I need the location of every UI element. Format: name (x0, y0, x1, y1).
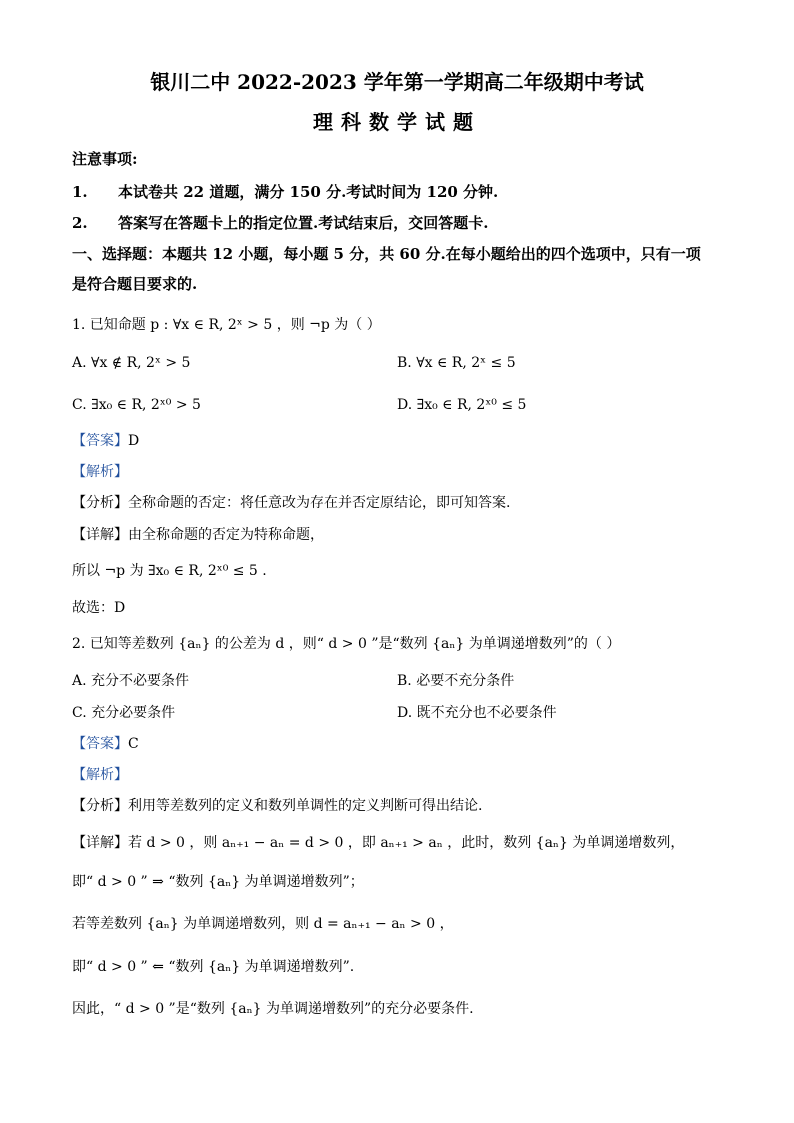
exam-subtitle: 理科数学试题 (313, 110, 481, 134)
question-1-option-c: C. ∃x₀ ∈ R, 2ˣ⁰ > 5 (72, 397, 201, 413)
notice-item-2 (72, 214, 489, 232)
answer-tag: 【答案】 (72, 736, 128, 752)
question-1-conclusion: 所以 ¬p 为 ∃x₀ ∈ R, 2ˣ⁰ ≤ 5 . (72, 563, 267, 579)
detail-tag: 【详解】 (72, 835, 128, 851)
question-1-stem: 1. 已知命题 p : ∀x ∈ R, 2ˣ > 5 ，则 ¬p 为（ ） (72, 317, 381, 333)
question-1-choice: 故选：D (72, 600, 126, 616)
analysis-tag: 【分析】 (72, 495, 128, 511)
notice-item-number: 1. (72, 183, 88, 201)
answer-value: C (128, 736, 139, 752)
question-1-option-b: B. ∀x ∈ R, 2ˣ ≤ 5 (397, 355, 516, 371)
notice-item-number: 2. (72, 214, 88, 232)
question-2-option-a: A. 充分不必要条件 (72, 673, 190, 689)
question-1-jiexi-tag: 【解析】 (72, 464, 128, 480)
question-2-answer (72, 735, 139, 753)
notice-item-text: 答案写在答题卡上的指定位置.考试结束后，交回答题卡. (118, 214, 489, 232)
question-1-analysis (72, 494, 510, 512)
question-2-line-3: 若等差数列 {aₙ} 为单调递增数列，则 d = aₙ₊₁ − aₙ > 0 ， (72, 916, 454, 932)
question-1-answer (72, 432, 139, 450)
question-2-option-d: D. 既不充分也不必要条件 (397, 705, 557, 721)
question-2-line-2: 即“ d > 0 ” ⇒ “数列 {aₙ} 为单调递增数列”； (72, 874, 364, 890)
answer-tag: 【答案】 (72, 433, 128, 449)
notice-heading: 注意事项: (72, 150, 138, 168)
question-1-option-d: D. ∃x₀ ∈ R, 2ˣ⁰ ≤ 5 (397, 397, 527, 413)
section-heading-line-2: 是符合题目要求的. (72, 275, 198, 293)
question-2-option-b: B. 必要不充分条件 (397, 673, 515, 689)
detail-text: 若 d > 0 ，则 aₙ₊₁ − aₙ = d > 0 ，即 aₙ₊₁ > aₙ ，此时，数列 {aₙ} 为单调递增数列， (128, 835, 685, 851)
question-2-line-5: 因此，“ d > 0 ”是“数列 {aₙ} 为单调递增数列”的充分必要条件. (72, 1001, 474, 1017)
notice-item-text: 本试卷共 22 道题，满分 150 分.考试时间为 120 分钟. (118, 183, 499, 201)
question-2-detail (72, 834, 684, 852)
analysis-tag: 【分析】 (72, 798, 128, 814)
question-2-option-c: C. 充分必要条件 (72, 705, 176, 721)
question-2-stem: 2. 已知等差数列 {aₙ} 的公差为 d ，则“ d > 0 ”是“数列 {aₙ} 为单调递增数列”的（ ） (72, 636, 621, 652)
detail-text: 由全称命题的否定为特称命题， (128, 527, 324, 543)
analysis-text: 全称命题的否定：将任意改为存在并否定原结论，即可知答案. (128, 495, 511, 511)
notice-item-1 (72, 183, 499, 201)
question-1-option-a: A. ∀x ∉ R, 2ˣ > 5 (72, 355, 191, 371)
question-2-analysis (72, 797, 482, 815)
exam-title: 银川二中 2022-2023 学年第一学期高二年级期中考试 (150, 70, 644, 94)
answer-value: D (128, 433, 140, 449)
analysis-text: 利用等差数列的定义和数列单调性的定义判断可得出结论. (128, 798, 483, 814)
question-2-jiexi-tag: 【解析】 (72, 767, 128, 783)
question-1-detail (72, 526, 324, 544)
question-2-line-4: 即“ d > 0 ” ⇐ “数列 {aₙ} 为单调递增数列”. (72, 959, 355, 975)
detail-tag: 【详解】 (72, 527, 128, 543)
section-heading-line-1: 一、选择题：本题共 12 小题，每小题 5 分，共 60 分.在每小题给出的四个选项中，只有一项 (72, 245, 701, 263)
